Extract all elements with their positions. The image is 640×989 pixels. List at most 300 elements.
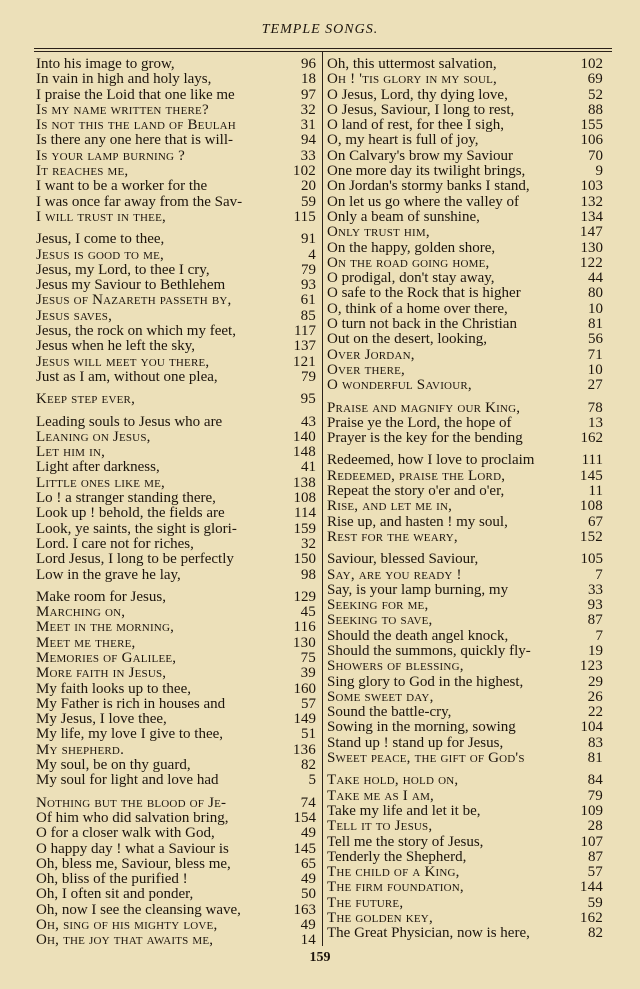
- entry-page-number: 108: [579, 498, 603, 515]
- entry-page-number: 84: [587, 772, 603, 789]
- index-entry: [36, 933, 316, 948]
- entry-title: The firm foundation,: [327, 880, 464, 896]
- entry-title: Jesus, the rock on which my feet,: [36, 324, 236, 340]
- index-entry: [36, 103, 316, 118]
- entry-page-number: 136: [292, 741, 316, 758]
- entry-title: Tell me the story of Jesus,: [327, 834, 484, 850]
- entry-page-number: 107: [580, 833, 603, 850]
- index-entry: [36, 666, 316, 681]
- entry-title: I was once far away from the Sav-: [36, 194, 243, 210]
- entry-page-number: 39: [300, 665, 316, 682]
- entry-title: Meet in the morning,: [36, 620, 175, 636]
- entry-title: Oh, bless me, Saviour, bless me,: [36, 856, 231, 872]
- index-entry: [327, 926, 603, 941]
- entry-title: Is your lamp burning ?: [36, 148, 186, 164]
- entry-title: Oh, bliss of the purified !: [36, 872, 188, 888]
- entry-page-number: 155: [580, 117, 603, 134]
- entry-title: Praise ye the Lord, the hope of: [327, 415, 512, 431]
- index-entry: [36, 392, 316, 407]
- header-rule: [34, 48, 612, 49]
- entry-title: My Jesus, I love thee,: [36, 712, 167, 728]
- index-entry: [36, 590, 316, 605]
- entry-page-number: 7: [595, 566, 603, 583]
- entry-title: Nothing but the blood of Je-: [36, 795, 227, 811]
- entry-title: Let him in,: [36, 445, 106, 461]
- index-entry: [327, 332, 603, 347]
- index-entry: [36, 232, 316, 247]
- entry-title: Sound the battle-cry,: [327, 705, 452, 721]
- entry-page-number: 33: [300, 147, 316, 164]
- index-entry: [36, 636, 316, 651]
- index-entry: [327, 690, 603, 705]
- entry-page-number: 51: [301, 726, 316, 743]
- entry-page-number: 59: [587, 894, 603, 911]
- entry-title: It reaches me,: [36, 164, 129, 180]
- entry-page-number: 108: [293, 490, 316, 507]
- index-entry: [36, 355, 316, 370]
- entry-title: Jesus of Nazareth passeth by,: [36, 293, 232, 309]
- index-entry: [36, 476, 316, 491]
- entry-title: Jesus when he left the sky,: [36, 339, 195, 355]
- entry-page-number: 28: [587, 818, 603, 835]
- index-entry: [327, 469, 603, 484]
- entry-title: Leaning on Jesus,: [36, 429, 151, 445]
- index-entry: [36, 872, 316, 887]
- entry-title: The child of a King,: [327, 865, 460, 881]
- index-entry: [327, 896, 603, 911]
- entry-page-number: 56: [588, 331, 603, 348]
- entry-title: Tell it to Jesus,: [327, 819, 433, 835]
- column-divider: [322, 52, 323, 946]
- entry-page-number: 81: [588, 316, 603, 333]
- entry-title: My soul for light and love had: [36, 773, 219, 789]
- entry-page-number: 147: [579, 224, 603, 241]
- entry-title: Sweet peace, the gift of God's: [327, 751, 525, 767]
- entry-page-number: 163: [293, 901, 316, 918]
- entry-title: Praise and magnify our King,: [327, 400, 521, 416]
- entry-title: Rise up, and hasten ! my soul,: [327, 514, 508, 530]
- entry-page-number: 71: [587, 346, 603, 363]
- entry-title: Is not this the land of Beulah: [36, 118, 236, 134]
- entry-title: Marching on,: [36, 605, 126, 621]
- entry-title: O prodigal, don't stay away,: [327, 271, 495, 287]
- entry-title: On let us go where the valley of: [327, 194, 520, 210]
- entry-title: Keep step ever,: [36, 392, 136, 408]
- entry-page-number: 130: [580, 239, 603, 256]
- index-entry: [327, 149, 603, 164]
- index-entry: [36, 773, 316, 788]
- entry-title: Into his image to grow,: [36, 57, 175, 72]
- index-entry: [327, 789, 603, 804]
- entry-page-number: 67: [588, 513, 603, 530]
- entry-title: Rest for the weary,: [327, 529, 458, 545]
- index-entry: [327, 378, 603, 393]
- entry-title: The Great Physician, now is here,: [327, 926, 530, 942]
- header-rule-thin: [34, 51, 612, 52]
- entry-title: On Calvary's brow my Saviour: [327, 148, 514, 164]
- entry-page-number: 20: [301, 178, 316, 195]
- index-entry: [327, 629, 603, 644]
- entry-title: Take my life and let it be,: [327, 803, 481, 819]
- index-entry: [36, 324, 316, 339]
- entry-page-number: 65: [301, 855, 316, 872]
- index-entry: [36, 118, 316, 133]
- entry-page-number: 150: [293, 551, 316, 568]
- index-entry: [327, 431, 603, 446]
- index-entry: [36, 72, 316, 87]
- entry-page-number: 14: [300, 932, 316, 949]
- entry-title: Meet me there,: [36, 635, 136, 651]
- page-number: 159: [309, 950, 331, 965]
- entry-page-number: 103: [580, 178, 603, 195]
- entry-title: On the happy, golden shore,: [327, 240, 496, 256]
- entry-page-number: 41: [301, 459, 316, 476]
- index-entry: [36, 620, 316, 635]
- entry-title: My faith looks up to thee,: [36, 681, 191, 697]
- index-entry: [327, 302, 603, 317]
- entry-page-number: 87: [588, 848, 603, 865]
- index-entry: [36, 682, 316, 697]
- entry-page-number: 93: [301, 277, 316, 294]
- index-entry: [36, 248, 316, 263]
- entry-title: Leading souls to Jesus who are: [36, 414, 223, 430]
- entry-page-number: 18: [301, 71, 316, 88]
- index-entry: [327, 720, 603, 735]
- index-entry: [327, 256, 603, 271]
- entry-page-number: 49: [301, 825, 316, 842]
- index-entry: [36, 842, 316, 857]
- entry-page-number: 61: [300, 292, 316, 309]
- entry-page-number: 111: [581, 452, 603, 469]
- entry-page-number: 102: [292, 163, 316, 180]
- entry-title: Oh, the joy that awaits me,: [36, 933, 214, 949]
- entry-page-number: 7: [595, 627, 603, 644]
- entry-page-number: 50: [301, 886, 316, 903]
- entry-title: Should the summons, quickly fly-: [327, 643, 531, 659]
- entry-page-number: 5: [308, 772, 316, 789]
- entry-title: Showers of blessing,: [327, 659, 464, 675]
- entry-title: Jesus, I come to thee,: [36, 232, 165, 248]
- entry-title: O Jesus, Saviour, I long to rest,: [327, 102, 515, 118]
- entry-title: Oh ! 'tis glory in my soul,: [327, 72, 497, 88]
- index-entry: [327, 195, 603, 210]
- entry-page-number: 74: [300, 794, 316, 811]
- index-entry: [327, 644, 603, 659]
- entry-page-number: 145: [579, 467, 603, 484]
- index-entry: [327, 271, 603, 286]
- index-column-left: [36, 57, 316, 949]
- entry-title: O, think of a home over there,: [327, 301, 508, 317]
- index-entry: [327, 118, 603, 133]
- entry-page-number: 102: [580, 56, 603, 72]
- index-entry: [327, 598, 603, 613]
- entry-title: O for a closer walk with God,: [36, 826, 215, 842]
- entry-title: In vain in high and holy lays,: [36, 72, 212, 88]
- entry-title: Over there,: [327, 362, 405, 378]
- entry-page-number: 43: [301, 413, 316, 430]
- index-entry: [327, 515, 603, 530]
- entry-title: My soul, be on thy guard,: [36, 758, 191, 774]
- entry-title: Jesus is good to me,: [36, 247, 165, 263]
- entry-page-number: 122: [579, 254, 603, 271]
- entry-page-number: 130: [292, 634, 316, 651]
- entry-page-number: 49: [301, 871, 316, 888]
- entry-page-number: 75: [300, 649, 316, 666]
- index-entry: [327, 613, 603, 628]
- entry-title: Sowing in the morning, sowing: [327, 720, 516, 736]
- entry-title: Lord. I care not for riches,: [36, 536, 194, 552]
- entry-title: Jesus my Saviour to Bethlehem: [36, 278, 226, 294]
- entry-title: I will trust in thee,: [36, 209, 166, 225]
- entry-page-number: 134: [580, 208, 603, 225]
- index-entry: [327, 659, 603, 674]
- entry-page-number: 59: [301, 193, 316, 210]
- index-entry: [36, 430, 316, 445]
- entry-page-number: 26: [587, 688, 603, 705]
- entry-title: Is there any one here that is will-: [36, 133, 234, 149]
- entry-title: My life, my love I give to thee,: [36, 727, 224, 743]
- entry-title: My Father is rich in houses and: [36, 696, 226, 712]
- entry-page-number: 152: [579, 528, 603, 545]
- entry-page-number: 13: [588, 414, 603, 431]
- entry-title: Prayer is the key for the bending: [327, 431, 523, 447]
- index-entry: [36, 727, 316, 742]
- entry-page-number: 137: [293, 338, 316, 355]
- entry-page-number: 115: [293, 208, 316, 225]
- index-entry: [327, 583, 603, 598]
- entry-title: The golden key,: [327, 911, 433, 927]
- entry-title: Jesus saves,: [36, 308, 113, 324]
- entry-title: Oh, this uttermost salvation,: [327, 57, 497, 72]
- index-entry: [36, 57, 316, 72]
- entry-page-number: 106: [580, 132, 603, 149]
- index-entry: [327, 751, 603, 766]
- index-entry: [36, 796, 316, 811]
- index-entry: [36, 826, 316, 841]
- entry-page-number: 79: [301, 368, 316, 385]
- entry-page-number: 70: [588, 147, 603, 164]
- entry-page-number: 116: [293, 619, 316, 636]
- entry-page-number: 32: [301, 535, 316, 552]
- entry-title: Just as I am, without one plea,: [36, 369, 218, 385]
- entry-title: Over Jordan,: [327, 347, 415, 363]
- entry-title: Look, ye saints, the sight is glori-: [36, 521, 237, 537]
- index-entry: [327, 179, 603, 194]
- entry-page-number: 79: [301, 261, 316, 278]
- entry-page-number: 33: [588, 581, 603, 598]
- index-entry: [36, 743, 316, 758]
- index-entry: [36, 491, 316, 506]
- index-entry: [327, 736, 603, 751]
- index-entry: [327, 453, 603, 468]
- entry-page-number: 22: [588, 704, 603, 721]
- entry-page-number: 52: [588, 86, 603, 103]
- entry-title: Only a beam of sunshine,: [327, 209, 480, 225]
- index-entry: [36, 460, 316, 475]
- index-entry: [327, 773, 603, 788]
- index-entry: [36, 918, 316, 933]
- entry-page-number: 10: [587, 361, 603, 378]
- index-entry: [327, 484, 603, 499]
- entry-page-number: 10: [588, 300, 603, 317]
- index-entry: [327, 401, 603, 416]
- entry-title: On Jordan's stormy banks I stand,: [327, 179, 530, 195]
- index-entry: [36, 552, 316, 567]
- entry-title: I praise the Loid that one like me: [36, 87, 235, 103]
- entry-page-number: 129: [293, 588, 316, 605]
- index-entry: [36, 293, 316, 308]
- entry-title: The future,: [327, 895, 404, 911]
- entry-title: O turn not back in the Christian: [327, 317, 517, 333]
- index-entry: [327, 530, 603, 545]
- entry-page-number: 117: [294, 323, 316, 340]
- entry-title: My shepherd.: [36, 742, 125, 758]
- entry-page-number: 11: [588, 483, 603, 500]
- entry-page-number: 109: [580, 802, 603, 819]
- entry-title: Stand up ! stand up for Jesus,: [327, 735, 504, 751]
- index-entry: [327, 241, 603, 256]
- entry-title: Tenderly the Shepherd,: [327, 849, 467, 865]
- entry-title: O safe to the Rock that is higher: [327, 286, 521, 302]
- index-entry: [36, 712, 316, 727]
- entry-page-number: 105: [580, 551, 603, 568]
- index-entry: [36, 164, 316, 179]
- entry-title: Low in the grave he lay,: [36, 567, 181, 583]
- index-entry: [327, 880, 603, 895]
- entry-page-number: 114: [294, 505, 316, 522]
- entry-page-number: 78: [587, 399, 603, 416]
- entry-title: Only trust him,: [327, 225, 430, 241]
- entry-page-number: 80: [588, 285, 603, 302]
- entry-title: Some sweet day,: [327, 689, 434, 705]
- index-entry: [36, 133, 316, 148]
- entry-title: Rise, and let me in,: [327, 499, 453, 515]
- entry-title: Sing glory to God in the highest,: [327, 674, 524, 690]
- entry-title: Take hold, hold on,: [327, 773, 459, 789]
- entry-page-number: 85: [300, 307, 316, 324]
- entry-page-number: 160: [293, 680, 316, 697]
- entry-page-number: 83: [588, 734, 603, 751]
- index-entry: [327, 348, 603, 363]
- index-entry: [327, 57, 603, 72]
- entry-title: O happy day ! what a Saviour is: [36, 841, 229, 857]
- entry-title: O wonderful Saviour,: [327, 378, 472, 394]
- entry-page-number: 57: [587, 864, 603, 881]
- entry-page-number: 104: [580, 719, 603, 736]
- index-entry: [327, 72, 603, 87]
- entry-page-number: 159: [293, 520, 316, 537]
- entry-page-number: 45: [300, 604, 316, 621]
- index-entry: [327, 850, 603, 865]
- entry-title: Is my name written there?: [36, 102, 209, 118]
- entry-title: Oh, now I see the cleansing wave,: [36, 902, 241, 918]
- index-entry: [327, 911, 603, 926]
- entry-title: Of him who did salvation bring,: [36, 810, 229, 826]
- index-entry: [327, 225, 603, 240]
- entry-page-number: 148: [292, 444, 316, 461]
- index-entry: [36, 88, 316, 103]
- entry-title: Little ones like me,: [36, 475, 165, 491]
- entry-title: Memories of Galilee,: [36, 650, 177, 666]
- entry-page-number: 98: [301, 566, 316, 583]
- entry-page-number: 27: [587, 377, 603, 394]
- entry-title: Repeat the story o'er and o'er,: [327, 484, 505, 500]
- entry-title: More faith in Jesus,: [36, 666, 167, 682]
- index-entry: [327, 552, 603, 567]
- entry-page-number: 69: [587, 71, 603, 88]
- entry-page-number: 162: [579, 910, 603, 927]
- index-entry: [327, 568, 603, 583]
- index-entry: [36, 506, 316, 521]
- index-entry: [36, 522, 316, 537]
- entry-page-number: 144: [579, 879, 603, 896]
- entry-title: Lord Jesus, I long to be perfectly: [36, 552, 234, 568]
- index-entry: [327, 317, 603, 332]
- index-entry: [36, 195, 316, 210]
- entry-page-number: 4: [308, 246, 316, 263]
- entry-page-number: 96: [301, 56, 316, 72]
- entry-page-number: 31: [300, 117, 316, 134]
- index-entry: [36, 210, 316, 225]
- index-entry: [36, 278, 316, 293]
- entry-page-number: 162: [580, 430, 603, 447]
- entry-title: Make room for Jesus,: [36, 589, 166, 605]
- entry-title: Lo ! a stranger standing there,: [36, 491, 216, 507]
- entry-title: Out on the desert, looking,: [327, 332, 487, 348]
- entry-page-number: 57: [301, 695, 316, 712]
- entry-page-number: 93: [587, 597, 603, 614]
- entry-title: Say, are you ready !: [327, 567, 462, 583]
- entry-title: Take me as I am,: [327, 788, 435, 804]
- entry-title: Redeemed, how I love to proclaim: [327, 453, 535, 469]
- entry-title: On the road going home,: [327, 255, 490, 271]
- entry-title: Should the death angel knock,: [327, 628, 509, 644]
- index-entry: [327, 133, 603, 148]
- entry-page-number: 19: [588, 642, 603, 659]
- entry-title: I want to be a worker for the: [36, 179, 208, 195]
- index-entry: [36, 263, 316, 278]
- entry-page-number: 82: [588, 925, 603, 942]
- index-entry: [327, 499, 603, 514]
- index-entry: [327, 865, 603, 880]
- entry-title: O, my heart is full of joy,: [327, 133, 479, 149]
- index-entry: [327, 286, 603, 301]
- index-entry: [36, 537, 316, 552]
- index-entry: [36, 149, 316, 164]
- index-entry: [36, 179, 316, 194]
- index-entry: [36, 309, 316, 324]
- index-entry: [36, 568, 316, 583]
- entry-page-number: 91: [301, 231, 316, 248]
- entry-title: Say, is your lamp burning, my: [327, 582, 509, 598]
- index-entry: [36, 697, 316, 712]
- index-entry: [36, 887, 316, 902]
- index-entry: [327, 88, 603, 103]
- entry-title: Saviour, blessed Saviour,: [327, 552, 479, 568]
- entry-page-number: 32: [300, 101, 316, 118]
- entry-page-number: 149: [293, 711, 316, 728]
- entry-page-number: 79: [587, 787, 603, 804]
- index-entry: [327, 835, 603, 850]
- entry-page-number: 82: [301, 757, 316, 774]
- index-entry: [36, 370, 316, 385]
- entry-title: Redeemed, praise the Lord,: [327, 468, 506, 484]
- entry-page-number: 95: [300, 391, 316, 408]
- entry-page-number: 44: [588, 270, 603, 287]
- index-entry: [327, 363, 603, 378]
- entry-page-number: 87: [587, 612, 603, 629]
- entry-title: Jesus, my Lord, to thee I cry,: [36, 262, 210, 278]
